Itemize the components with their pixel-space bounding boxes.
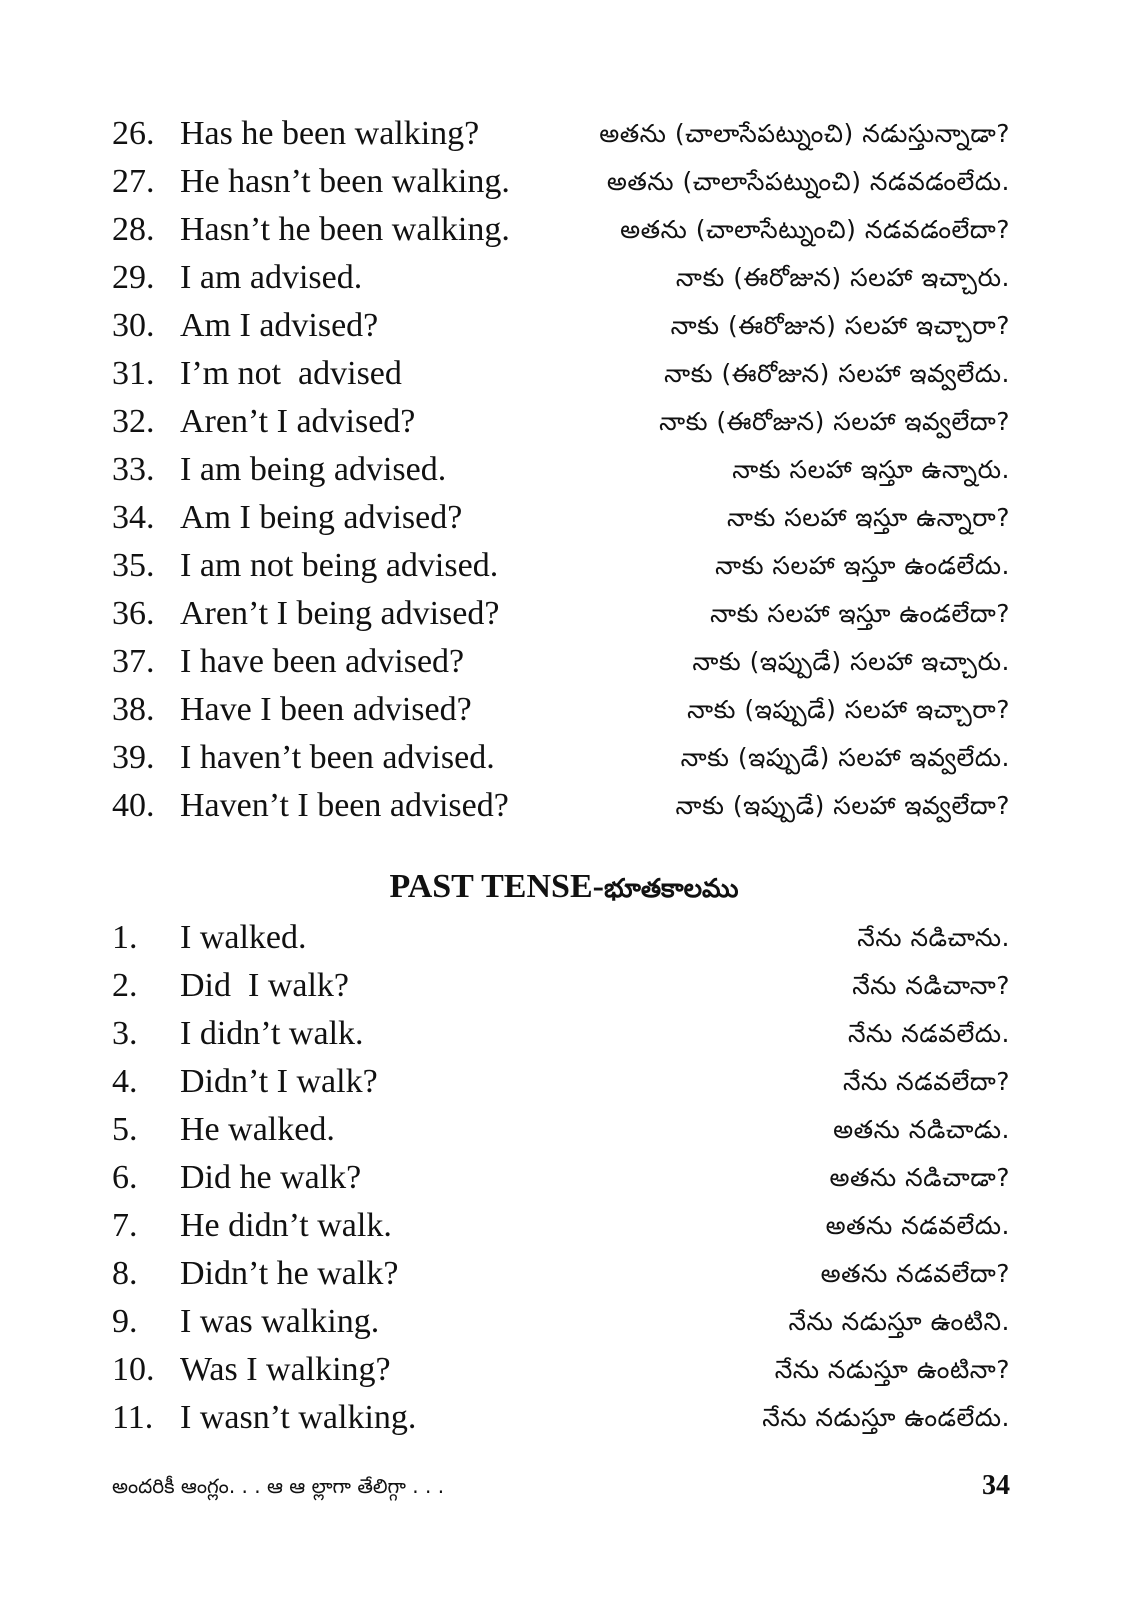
telugu-translation: అతను (చాలాసేపట్నుంచి) నడవడంలేదు. [606,167,1010,196]
item-number: 26. [112,115,155,152]
list-item [112,1202,1010,1250]
list-item [112,1394,1010,1442]
telugu-translation: నేను నడిచాను. [857,923,1010,952]
item-number: 29. [112,259,155,296]
telugu-translation: నేను నడవలేదు. [848,1019,1010,1048]
item-number: 34. [112,499,155,536]
telugu-translation: నాకు సలహా ఇస్తూ ఉన్నారు. [732,455,1010,484]
english-sentence: Did I walk? [180,967,350,1004]
english-sentence: I am not being advised. [180,547,499,584]
item-number: 27. [112,163,155,200]
section-heading-telugu: భూతకాలము [603,874,739,904]
telugu-translation: అతను (చాలాసేపట్నుంచి) నడుస్తున్నాడా? [599,119,1010,148]
section-heading-english: PAST TENSE- [389,868,604,905]
english-sentence: Didn’t he walk? [180,1255,399,1292]
english-sentence: I’m not advised [180,355,402,392]
list-item [112,1058,1010,1106]
telugu-translation: నేను నడుస్తూ ఉంటినా? [774,1355,1010,1384]
english-sentence: Has he been walking? [180,115,480,152]
telugu-translation: అతను నడిచాడు. [833,1115,1010,1144]
present-tense-list [112,110,1010,830]
telugu-translation: అతను (చాలాసేట్నుంచి) నడవడంలేదా? [620,215,1010,244]
item-number: 8. [112,1255,138,1292]
telugu-translation: అతను నడవలేదు. [825,1211,1010,1240]
list-item [112,1010,1010,1058]
list-item [112,782,1010,830]
item-number: 5. [112,1111,138,1148]
telugu-translation: అతను నడిచాడా? [829,1163,1010,1192]
english-sentence: I didn’t walk. [180,1015,364,1052]
english-sentence: I wasn’t walking. [180,1399,417,1436]
item-number: 38. [112,691,155,728]
english-sentence: Aren’t I advised? [180,403,416,440]
item-number: 6. [112,1159,138,1196]
item-number: 4. [112,1063,138,1100]
list-item [112,302,1010,350]
telugu-translation: నాకు సలహా ఇస్తూ ఉండలేదు. [715,551,1010,580]
item-number: 40. [112,787,155,824]
telugu-translation: నాకు (ఈరోజున) సలహా ఇచ్చారా? [670,311,1010,340]
item-number: 2. [112,967,138,1004]
item-number: 37. [112,643,155,680]
item-number: 1. [112,919,138,956]
list-item [112,962,1010,1010]
list-item [112,1346,1010,1394]
item-number: 36. [112,595,155,632]
list-item [112,1154,1010,1202]
past-tense-list [112,914,1010,1442]
telugu-translation: నాకు (ఈరోజున) సలహా ఇవ్వలేదా? [659,407,1010,436]
list-item [112,638,1010,686]
english-sentence: I am being advised. [180,451,447,488]
english-sentence: I was walking. [180,1303,380,1340]
english-sentence: Am I advised? [180,307,379,344]
english-sentence: I haven’t been advised. [180,739,495,776]
english-sentence: He didn’t walk. [180,1207,392,1244]
item-number: 33. [112,451,155,488]
english-sentence: I have been advised? [180,643,465,680]
english-sentence: He walked. [180,1111,335,1148]
english-sentence: Haven’t I been advised? [180,787,509,824]
item-number: 3. [112,1015,138,1052]
list-item [112,686,1010,734]
english-sentence: I walked. [180,919,307,956]
list-item [112,398,1010,446]
telugu-translation: నాకు (ఈరోజున) సలహా ఇవ్వలేదు. [664,359,1010,388]
list-item [112,446,1010,494]
telugu-translation: నాకు (ఇప్పుడే) సలహా ఇవ్వలేదా? [675,791,1010,820]
list-item [112,110,1010,158]
telugu-translation: నాకు సలహా ఇస్తూ ఉండలేదా? [710,599,1010,628]
page-number: 34 [982,1470,1010,1501]
list-item [112,350,1010,398]
telugu-translation: నేను నడుస్తూ ఉండలేదు. [762,1403,1010,1432]
telugu-translation: నేను నడిచానా? [852,971,1010,1000]
item-number: 11. [112,1399,154,1436]
list-item [112,590,1010,638]
list-item [112,734,1010,782]
english-sentence: Have I been advised? [180,691,472,728]
telugu-translation: నాకు (ఇప్పుడే) సలహా ఇచ్చారు. [692,647,1010,676]
list-item [112,494,1010,542]
item-number: 7. [112,1207,138,1244]
telugu-translation: నాకు (ఇప్పుడే) సలహా ఇవ్వలేదు. [680,743,1010,772]
telugu-translation: నాకు (ఈరోజున) సలహా ఇచ్చారు. [675,263,1010,292]
telugu-translation: అతను నడవలేదా? [820,1259,1010,1288]
telugu-translation: నేను నడవలేదా? [842,1067,1010,1096]
list-item [112,542,1010,590]
english-sentence: Aren’t I being advised? [180,595,500,632]
item-number: 10. [112,1351,155,1388]
section-heading [0,863,1128,913]
item-number: 35. [112,547,155,584]
list-item [112,158,1010,206]
item-number: 30. [112,307,155,344]
item-number: 28. [112,211,155,248]
list-item [112,914,1010,962]
item-number: 31. [112,355,155,392]
english-sentence: Was I walking? [180,1351,391,1388]
item-number: 32. [112,403,155,440]
item-number: 39. [112,739,155,776]
telugu-translation: నేను నడుస్తూ ఉంటిని. [788,1307,1010,1336]
english-sentence: Am I being advised? [180,499,463,536]
item-number: 9. [112,1303,138,1340]
telugu-translation: నాకు (ఇప్పుడే) సలహా ఇచ్చారా? [687,695,1010,724]
english-sentence: Did he walk? [180,1159,362,1196]
list-item [112,1298,1010,1346]
list-item [112,254,1010,302]
telugu-translation: నాకు సలహా ఇస్తూ ఉన్నారా? [726,503,1010,532]
book-title-footer: అందరికీ ఆంగ్లం. . . ఆ ఆ ల్లాగా తేలిగ్గా . . . [112,1474,445,1498]
list-item [112,1106,1010,1154]
english-sentence: Didn’t I walk? [180,1063,378,1100]
list-item [112,206,1010,254]
list-item [112,1250,1010,1298]
english-sentence: He hasn’t been walking. [180,163,510,200]
english-sentence: I am advised. [180,259,363,296]
english-sentence: Hasn’t he been walking. [180,211,510,248]
